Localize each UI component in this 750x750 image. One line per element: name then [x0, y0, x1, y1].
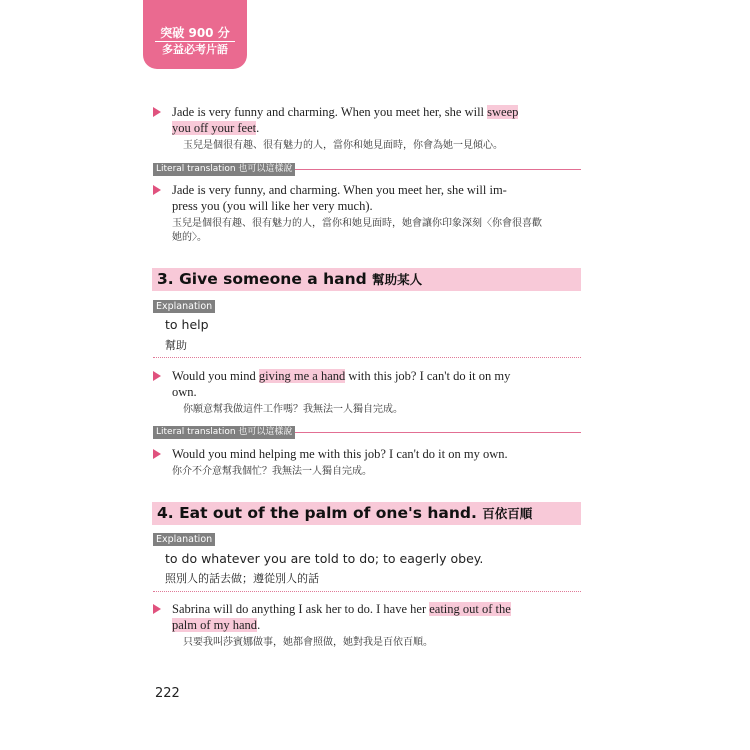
section-title: 4. Eat out of the palm of one's hand.: [157, 504, 477, 522]
definition-zh: 幫助: [165, 339, 187, 352]
highlighted-phrase: you off your feet: [172, 121, 257, 135]
literal-en-line1: Jade is very funny, and charming. When you meet her, she will im-: [172, 183, 507, 197]
intro-example-zh: 玉兒是個很有趣、很有魅力的人，當你和她見面時，你會為她一見傾心。: [183, 140, 503, 151]
intro-example: [153, 104, 593, 153]
bullet-arrow-icon: [153, 604, 161, 614]
chapter-tab-divider: [155, 41, 235, 42]
dotted-divider: [153, 357, 581, 358]
literal-translation-label: Literal translation 也可以這樣說: [153, 426, 295, 439]
literal-translation-label: Literal translation 也可以這樣說: [153, 163, 295, 176]
dotted-divider: [153, 591, 581, 592]
chapter-tab-line2: 多益必考片語: [162, 43, 228, 56]
explanation-label: Explanation: [153, 300, 215, 313]
intro-example-en: Jade is very funny and charming. When you meet her, she will sweep you off your feet.: [172, 105, 519, 135]
literal-en: Would you mind helping me with this job? I can't do it on my own.: [172, 447, 508, 461]
section3-example-zh: 你願意幫我做這件工作嗎？我無法一人獨自完成。: [183, 404, 403, 415]
section-heading-4: [152, 502, 581, 525]
section-title-zh: 幫助某人: [372, 272, 423, 287]
chapter-tab-line1: 突破 900 分: [160, 26, 230, 40]
section-title-zh: 百依百順: [482, 506, 533, 521]
explanation-label: Explanation: [153, 533, 215, 546]
section-heading-3: [152, 268, 581, 291]
highlighted-phrase: palm of my hand: [172, 618, 258, 632]
chapter-tab: [143, 0, 247, 69]
bullet-arrow-icon: [153, 185, 161, 195]
section3-example: [153, 368, 593, 417]
literal-zh: 你介不介意幫我個忙？我無法一人獨自完成。: [172, 466, 372, 477]
literal-translation-divider: [153, 163, 581, 176]
highlighted-phrase: giving me a hand: [258, 369, 346, 383]
bullet-arrow-icon: [153, 371, 161, 381]
intro-literal-example: [153, 182, 593, 245]
page-number: 222: [155, 686, 180, 701]
bullet-arrow-icon: [153, 107, 161, 117]
highlighted-phrase: eating out of the: [429, 602, 511, 616]
section4-example-zh: 只要我叫莎賓娜做事，她都會照做，她對我是百依百順。: [183, 637, 433, 648]
definition: to help: [165, 317, 209, 332]
literal-translation-divider: [153, 426, 581, 439]
bullet-arrow-icon: [153, 449, 161, 459]
definition-zh: 照別人的話去做；遵從別人的話: [165, 572, 319, 585]
definition: to do whatever you are told to do; to eagerly obey.: [165, 551, 484, 566]
section3-example-en: Would you mind giving me a hand with this job? I can't do it on my own.: [172, 369, 511, 399]
literal-zh: 玉兒是個很有趣、很有魅力的人，當你和她見面時，她會讓你印象深刻〈你會很喜歡 她的〉。: [172, 218, 542, 243]
section-title: 3. Give someone a hand: [157, 270, 367, 288]
literal-en-line2: press you (you will like her very much).: [172, 199, 373, 213]
section4-example: [153, 601, 593, 650]
section3-literal-example: [153, 446, 593, 479]
section4-example-en: Sabrina will do anything I ask her to do. I have her eating out of the palm of my hand.: [172, 602, 511, 632]
highlighted-phrase: sweep: [487, 105, 519, 119]
